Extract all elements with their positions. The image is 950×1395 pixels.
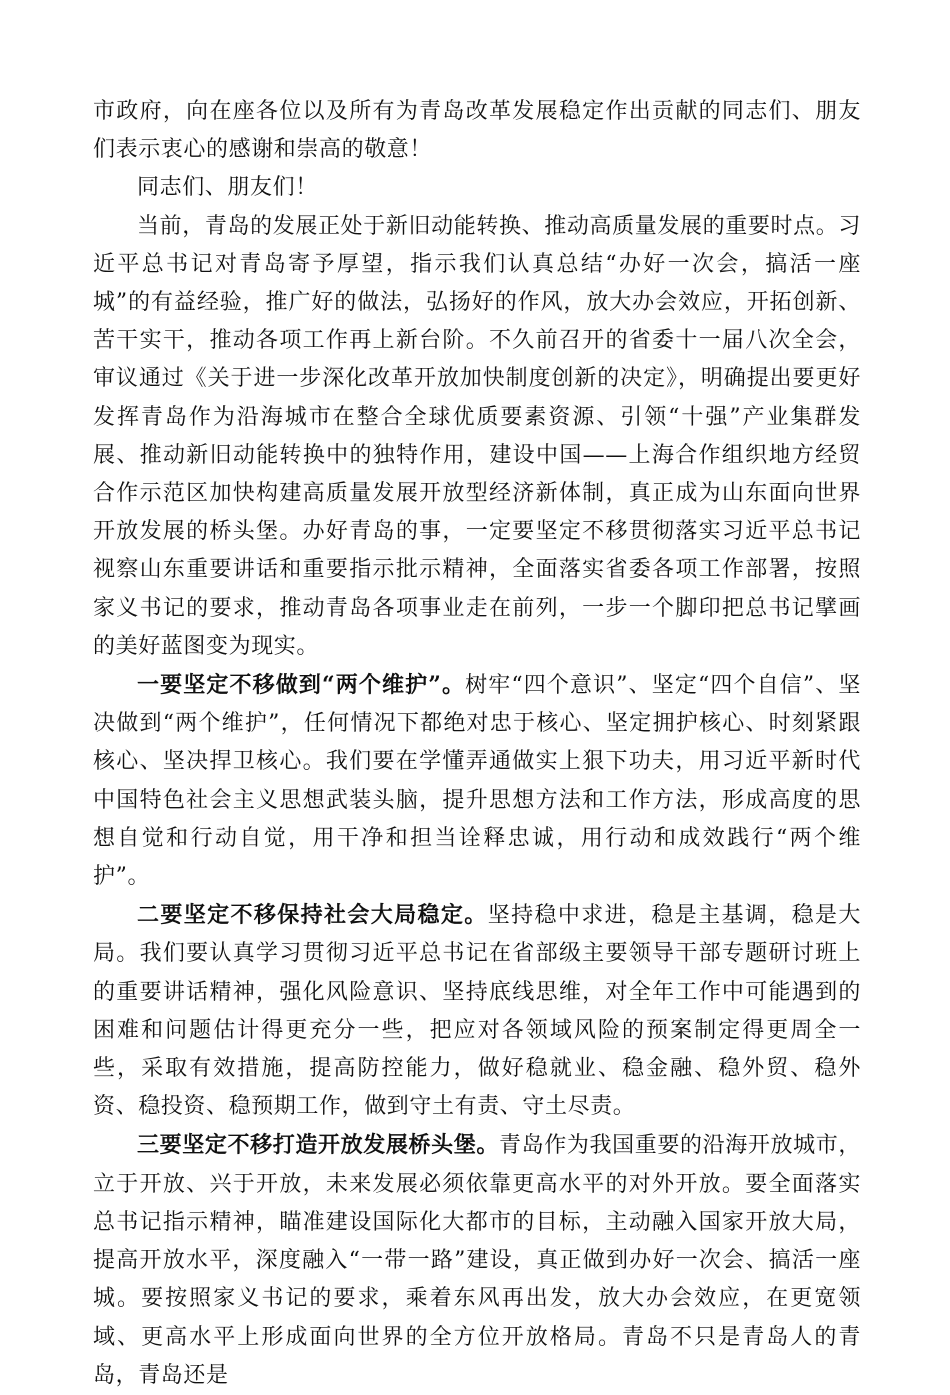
paragraph xyxy=(93,666,861,896)
document-body xyxy=(93,93,861,1395)
paragraph-text: 树牢“四个意识”、坚定“四个自信”、坚决做到“两个维护”，任何情况下都绝对忠于核心、坚定拥护核心、时刻紧跟核心、坚决捍卫核心。我们要在学懂弄通做实上狠下功夫，用习近平新时代中国特色社会主义思想武装头脑，提升思想方法和工作方法，形成高度的思想自觉和行动自觉，用干净和担当诠释忠诚，用行动和成效践行“两个维护”。 xyxy=(93,673,861,890)
paragraph xyxy=(93,93,861,169)
paragraph-text: 当前，青岛的发展正处于新旧动能转换、推动高质量发展的重要时点。习近平总书记对青岛寄予厚望，指示我们认真总结“办好一次会，搞活一座城”的有益经验，推广好的做法，弘扬好的作风，放大办会效应，开拓创新、苦干实干，推动各项工作再上新台阶。不久前召开的省委十一届八次全会，审议通过《关于进一步深化改革开放加快制度创新的决定》，明确提出要更好发挥青岛作为沿海城市在整合全球优质要素资源、引领“十强”产业集群发展、推动新旧动能转换中的独特作用，建设中国——上海合作组织地方经贸合作示范区加快构建高质量发展开放型经济新体制，真正成为山东面向世界开放发展的桥头堡。办好青岛的事，一定要坚定不移贯彻落实习近平总书记视察山东重要讲话和重要指示批示精神，全面落实省委各项工作部署，按照家义书记的要求，推动青岛各项事业走在前列，一步一个脚印把总书记擘画的美好蓝图变为现实。 xyxy=(93,213,861,659)
paragraph xyxy=(93,208,861,666)
paragraph-text: 同志们、朋友们！ xyxy=(137,175,318,201)
paragraph-heading: 一要坚定不移做到“两个维护”。 xyxy=(137,672,466,699)
paragraph-heading: 三要坚定不移打造开放发展桥头堡。 xyxy=(137,1132,500,1159)
paragraph xyxy=(93,169,861,207)
paragraph xyxy=(93,1126,861,1394)
paragraph-text: 青岛作为我国重要的沿海开放城市，立于开放、兴于开放，未来发展必须依靠更高水平的对外开放。要全面落实总书记指示精神，瞄准建设国际化大都市的目标，主动融入国家开放大局，提高开放水平，深度融入“一带一路”建设，真正做到办好一次会、搞活一座城。要按照家义书记的要求，乘着东风再出发，放大办会效应，在更宽领域、更高水平上形成面向世界的全方位开放格局。青岛不只是青岛人的青岛，青岛还是 xyxy=(93,1133,861,1388)
paragraph xyxy=(93,896,861,1126)
paragraph-heading: 二要坚定不移保持社会大局稳定。 xyxy=(137,902,488,929)
paragraph-text: 市政府，向在座各位以及所有为青岛改革发展稳定作出贡献的同志们、朋友们表示衷心的感谢和崇高的敬意！ xyxy=(93,99,861,163)
paragraph-text: 坚持稳中求进，稳是主基调，稳是大局。我们要认真学习贯彻习近平总书记在省部级主要领导干部专题研讨班上的重要讲话精神，强化风险意识、坚持底线思维，对全年工作中可能遇到的困难和问题估计得更充分一些，把应对各领域风险的预案制定得更周全一些，采取有效措施，提高防控能力，做好稳就业、稳金融、稳外贸、稳外资、稳投资、稳预期工作，做到守土有责、守土尽责。 xyxy=(93,903,861,1120)
